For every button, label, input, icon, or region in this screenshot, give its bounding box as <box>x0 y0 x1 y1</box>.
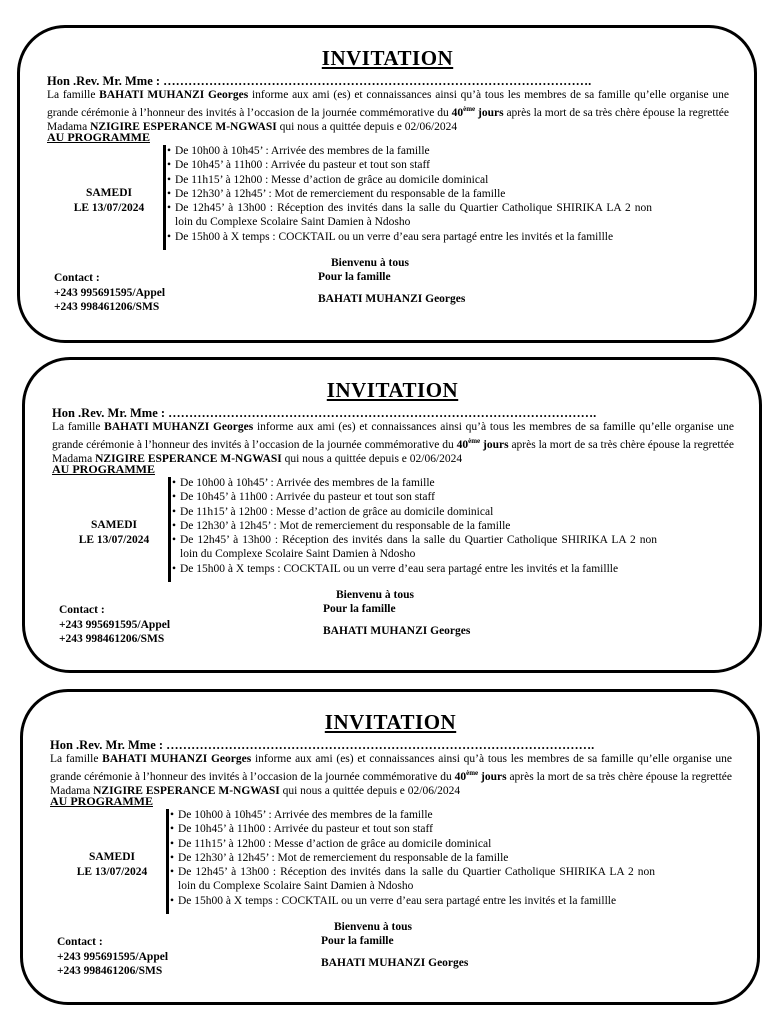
program-heading: AU PROGRAMME <box>47 130 150 144</box>
program-list <box>167 144 652 244</box>
program-item: • De 12h45’ à 13h00 : Réception des invités dans la salle du Quartier Catholique SHIRIKA LA 2 non loin du Complexe Scolaire Saint Damien à Ndosho <box>167 202 652 229</box>
invitation-card <box>22 357 762 673</box>
program-heading: AU PROGRAMME <box>50 794 153 808</box>
program-item: • De 12h30’ à 12h45’ : Mot de remerciement du responsable de la famille <box>167 187 506 200</box>
program-item: • De 12h45’ à 13h00 : Réception des invités dans la salle du Quartier Catholique SHIRIKA LA 2 non loin du Complexe Scolaire Saint Damien à Ndosho <box>170 866 655 893</box>
invitation-title: INVITATION <box>321 46 454 70</box>
invitation-title: INVITATION <box>324 710 457 734</box>
family-name-inline: BAHATI MUHANZI Georges <box>99 89 249 101</box>
deceased-name: NZIGIRE ESPERANCE M-NGWASI <box>93 785 280 798</box>
event-day-name: SAMEDI <box>88 851 135 863</box>
event-day-name: SAMEDI <box>90 519 137 531</box>
for-family-label: Pour la famille <box>318 271 391 283</box>
event-day-date: LE 13/07/2024 <box>78 534 150 546</box>
signatory-name: BAHATI MUHANZI Georges <box>323 625 471 637</box>
program-item: • De 10h00 à 10h45’ : Arrivée des membres de la famille <box>167 145 430 157</box>
contact-label: Contact : <box>59 604 105 616</box>
invitation-paragraph: La famille BAHATI MUHANZI Georges informe aux ami (es) et connaissances ainsi qu’à tous les membres de sa famille qu’elle organise une grande cérémonie à l’honneur des invités à l’occasion de la journée commémorative du 40ème jours après la mort de sa très chère épouse la regrettée Madama NZIGIRE ESPERANCE M-NGWASI qui nous a quittée depuis e 02/06/2024 <box>50 753 732 798</box>
program-item: • De 11h15’ à 12h00 : Messe d’action de grâce au domicile dominical <box>167 173 489 186</box>
invitation-card <box>17 25 757 343</box>
program-item: • De 11h15’ à 12h00 : Messe d’action de grâce au domicile dominical <box>172 505 494 518</box>
contact-label: Contact : <box>54 272 100 284</box>
event-day-date: LE 13/07/2024 <box>73 202 145 214</box>
program-item: • De 15h00 à X temps : COCKTAIL ou un verre d’eau sera partagé entre les invités et la famillle <box>170 894 617 907</box>
program-list <box>170 808 655 908</box>
program-item: • De 10h00 à 10h45’ : Arrivée des membres de la famille <box>170 809 433 821</box>
event-day-name: SAMEDI <box>85 187 132 199</box>
phone-sms: +243 998461206/SMS <box>59 633 165 645</box>
phone-sms: +243 998461206/SMS <box>54 301 160 313</box>
signatory-name: BAHATI MUHANZI Georges <box>321 957 469 969</box>
signatory-name: BAHATI MUHANZI Georges <box>318 293 466 305</box>
program-item: • De 10h45’ à 11h00 : Arrivée du pasteur et tout son staff <box>167 159 430 172</box>
for-family-label: Pour la famille <box>321 935 394 947</box>
program-item: • De 15h00 à X temps : COCKTAIL ou un verre d’eau sera partagé entre les invités et la famillle <box>172 562 619 575</box>
program-item: • De 10h45’ à 11h00 : Arrivée du pasteur et tout son staff <box>170 823 433 836</box>
event-date <box>58 850 166 880</box>
program-item: • De 12h45’ à 13h00 : Réception des invités dans la salle du Quartier Catholique SHIRIKA LA 2 non loin du Complexe Scolaire Saint Damien à Ndosho <box>172 534 657 561</box>
invitation-paragraph: La famille BAHATI MUHANZI Georges informe aux ami (es) et connaissances ainsi qu’à tous les membres de sa famille qu’elle organise une grande cérémonie à l’honneur des invités à l’occasion de la journée commémorative du 40ème jours après la mort de sa très chère épouse la regrettée Madama NZIGIRE ESPERANCE M-NGWASI qui nous a quittée depuis e 02/06/2024 <box>52 421 734 466</box>
deceased-name: NZIGIRE ESPERANCE M-NGWASI <box>90 121 277 134</box>
for-family-label: Pour la famille <box>323 603 396 615</box>
program-item: • De 10h45’ à 11h00 : Arrivée du pasteur et tout son staff <box>172 491 435 504</box>
deceased-name: NZIGIRE ESPERANCE M-NGWASI <box>95 453 282 466</box>
contact-block <box>57 935 168 979</box>
welcome-text: Bienvenu à tous <box>336 589 414 601</box>
phone-call: +243 995691595/Appel <box>59 618 171 631</box>
program-bracket <box>166 809 169 914</box>
program-bracket <box>168 477 171 582</box>
contact-block <box>54 271 165 315</box>
program-item: • De 12h30’ à 12h45’ : Mot de remerciement du responsable de la famille <box>170 851 509 864</box>
salutation-line: Hon .Rev. Mr. Mme : …………………………………………………………………………………………. <box>52 406 597 420</box>
event-date <box>55 186 163 216</box>
program-bracket <box>163 145 166 250</box>
family-name-inline: BAHATI MUHANZI Georges <box>104 421 254 433</box>
welcome-text: Bienvenu à tous <box>334 921 412 933</box>
invitation-card <box>20 689 760 1005</box>
welcome-text: Bienvenu à tous <box>331 257 409 269</box>
phone-call: +243 995691595/Appel <box>54 286 166 299</box>
event-date <box>60 518 168 548</box>
program-item: • De 12h30’ à 12h45’ : Mot de remerciement du responsable de la famille <box>172 519 511 532</box>
invitation-paragraph: La famille BAHATI MUHANZI Georges informe aux ami (es) et connaissances ainsi qu’à tous les membres de sa famille qu’elle organise une grande cérémonie à l’honneur des invités à l’occasion de la journée commémorative du 40ème jours après la mort de sa très chère épouse la regrettée Madama NZIGIRE ESPERANCE M-NGWASI qui nous a quittée depuis e 02/06/2024 <box>47 89 729 134</box>
event-day-date: LE 13/07/2024 <box>76 866 148 878</box>
program-heading: AU PROGRAMME <box>52 462 155 476</box>
family-name-inline: BAHATI MUHANZI Georges <box>102 753 252 765</box>
contact-label: Contact : <box>57 936 103 948</box>
contact-block <box>59 603 170 647</box>
program-item: • De 11h15’ à 12h00 : Messe d’action de grâce au domicile dominical <box>170 837 492 850</box>
invitation-title: INVITATION <box>326 378 459 402</box>
program-item: • De 10h00 à 10h45’ : Arrivée des membres de la famille <box>172 477 435 489</box>
phone-sms: +243 998461206/SMS <box>57 965 163 977</box>
phone-call: +243 995691595/Appel <box>57 950 169 963</box>
program-item: • De 15h00 à X temps : COCKTAIL ou un verre d’eau sera partagé entre les invités et la famillle <box>167 230 614 243</box>
program-list <box>172 476 657 576</box>
salutation-line: Hon .Rev. Mr. Mme : …………………………………………………………………………………………. <box>47 74 592 88</box>
salutation-line: Hon .Rev. Mr. Mme : …………………………………………………………………………………………. <box>50 738 595 752</box>
